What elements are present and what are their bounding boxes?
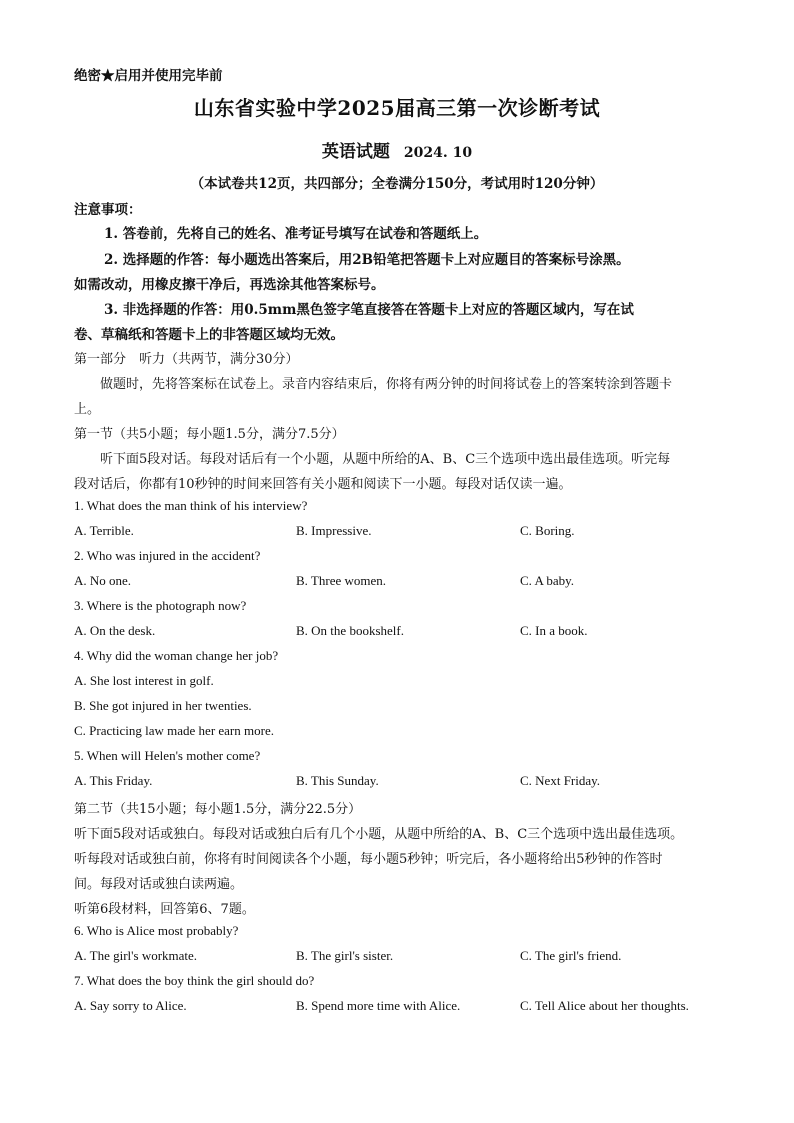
- question-2-option-c: C. A baby.: [520, 573, 575, 588]
- section1-intro-line-2: 段对话后，你都有10秒钟的时间来回答有关小题和阅读下一小题。每段对话仅读一遍。: [74, 477, 572, 492]
- notice-item-2-line-1: 2. 选择题的作答：每小题选出答案后，用2B铅笔把答题卡上对应题目的答案标号涂黑。: [104, 252, 630, 268]
- section2-intro-line-3: 间。每段对话或独白读两遍。: [74, 877, 244, 892]
- notice-item-2-line-2: 如需改动，用橡皮擦干净后，再选涂其他答案标号。: [74, 277, 385, 293]
- question-3: 3. Where is the photograph now?: [74, 598, 247, 613]
- section2-heading: 第二节（共15小题；每小题1.5分，满分22.5分）: [74, 802, 362, 817]
- question-5-option-c: C. Next Friday.: [520, 773, 601, 788]
- secret-label: 绝密★启用并使用完毕前: [74, 68, 223, 84]
- section2-intro-line-1: 听下面5段对话或独白。每段对话或独白后有几个小题，从题中所给的A、B、C三个选项中选出最佳选项。: [74, 827, 684, 842]
- question-4: 4. Why did the woman change her job?: [74, 648, 279, 663]
- question-6: 6. Who is Alice most probably?: [74, 923, 239, 938]
- question-1-option-b: B. Impressive.: [296, 523, 372, 538]
- question-3-option-c: C. In a book.: [520, 623, 588, 638]
- section1-intro-line-1: 听下面5段对话。每段对话后有一个小题，从题中所给的A、B、C三个选项中选出最佳选项。听完每: [100, 452, 671, 467]
- question-4-option-c: C. Practicing law made her earn more.: [74, 723, 274, 738]
- part1-heading: 第一部分 听力（共两节，满分30分）: [74, 352, 299, 367]
- question-2: 2. Who was injured in the accident?: [74, 548, 261, 563]
- notice-heading: 注意事项：: [74, 202, 142, 218]
- question-3-option-b: B. On the bookshelf.: [296, 623, 404, 638]
- exam-subtitle: [0, 137, 794, 162]
- material-6-instruction: 听第6段材料，回答第6、7题。: [74, 902, 255, 917]
- question-2-option-a: A. No one.: [74, 573, 132, 588]
- question-4-option-a: A. She lost interest in golf.: [74, 673, 214, 688]
- question-5: 5. When will Helen's mother come?: [74, 748, 261, 763]
- section1-heading: 第一节（共5小题；每小题1.5分，满分7.5分）: [74, 427, 345, 442]
- question-1: 1. What does the man think of his interview?: [74, 498, 308, 513]
- question-6-option-a: A. The girl's workmate.: [74, 948, 198, 963]
- question-6-option-c: C. The girl's friend.: [520, 948, 622, 963]
- part1-intro-line-2: 上。: [74, 402, 101, 417]
- question-3-option-a: A. On the desk.: [74, 623, 156, 638]
- paper-note: （本试卷共12页，共四部分；全卷满分150分，考试用时120分钟）: [190, 176, 604, 192]
- exam-title: 山东省实验中学2025届高三第一次诊断考试: [193, 96, 601, 120]
- question-7: 7. What does the boy think the girl should do?: [74, 973, 315, 988]
- section2-intro-line-2: 听每段对话或独白前，你将有时间阅读各个小题，每小题5秒钟；听完后，各小题将给出5秒钟的作答时: [74, 852, 663, 867]
- question-7-option-a: A. Say sorry to Alice.: [74, 998, 187, 1013]
- exam-date: 2024. 10: [403, 145, 473, 161]
- notice-item-3-line-2: 卷、草稿纸和答题卡上的非答题区域均无效。: [74, 327, 344, 343]
- question-2-option-b: B. Three women.: [296, 573, 387, 588]
- question-5-option-b: B. This Sunday.: [296, 773, 379, 788]
- question-7-option-c: C. Tell Alice about her thoughts.: [520, 998, 689, 1013]
- question-7-option-b: B. Spend more time with Alice.: [296, 998, 461, 1013]
- question-1-option-a: A. Terrible.: [74, 523, 134, 538]
- subject-label: 英语试题: [321, 142, 390, 162]
- question-6-option-b: B. The girl's sister.: [296, 948, 394, 963]
- notice-item-1: 1. 答卷前，先将自己的姓名、准考证号填写在试卷和答题纸上。: [104, 226, 488, 242]
- question-1-option-c: C. Boring.: [520, 523, 575, 538]
- question-4-option-b: B. She got injured in her twenties.: [74, 698, 252, 713]
- notice-item-3-line-1: 3. 非选择题的作答：用0.5mm黑色签字笔直接答在答题卡上对应的答题区域内，写在试: [104, 302, 634, 318]
- part1-intro-line-1: 做题时，先将答案标在试卷上。录音内容结束后，你将有两分钟的时间将试卷上的答案转涂到答题卡: [100, 377, 673, 392]
- question-5-option-a: A. This Friday.: [74, 773, 153, 788]
